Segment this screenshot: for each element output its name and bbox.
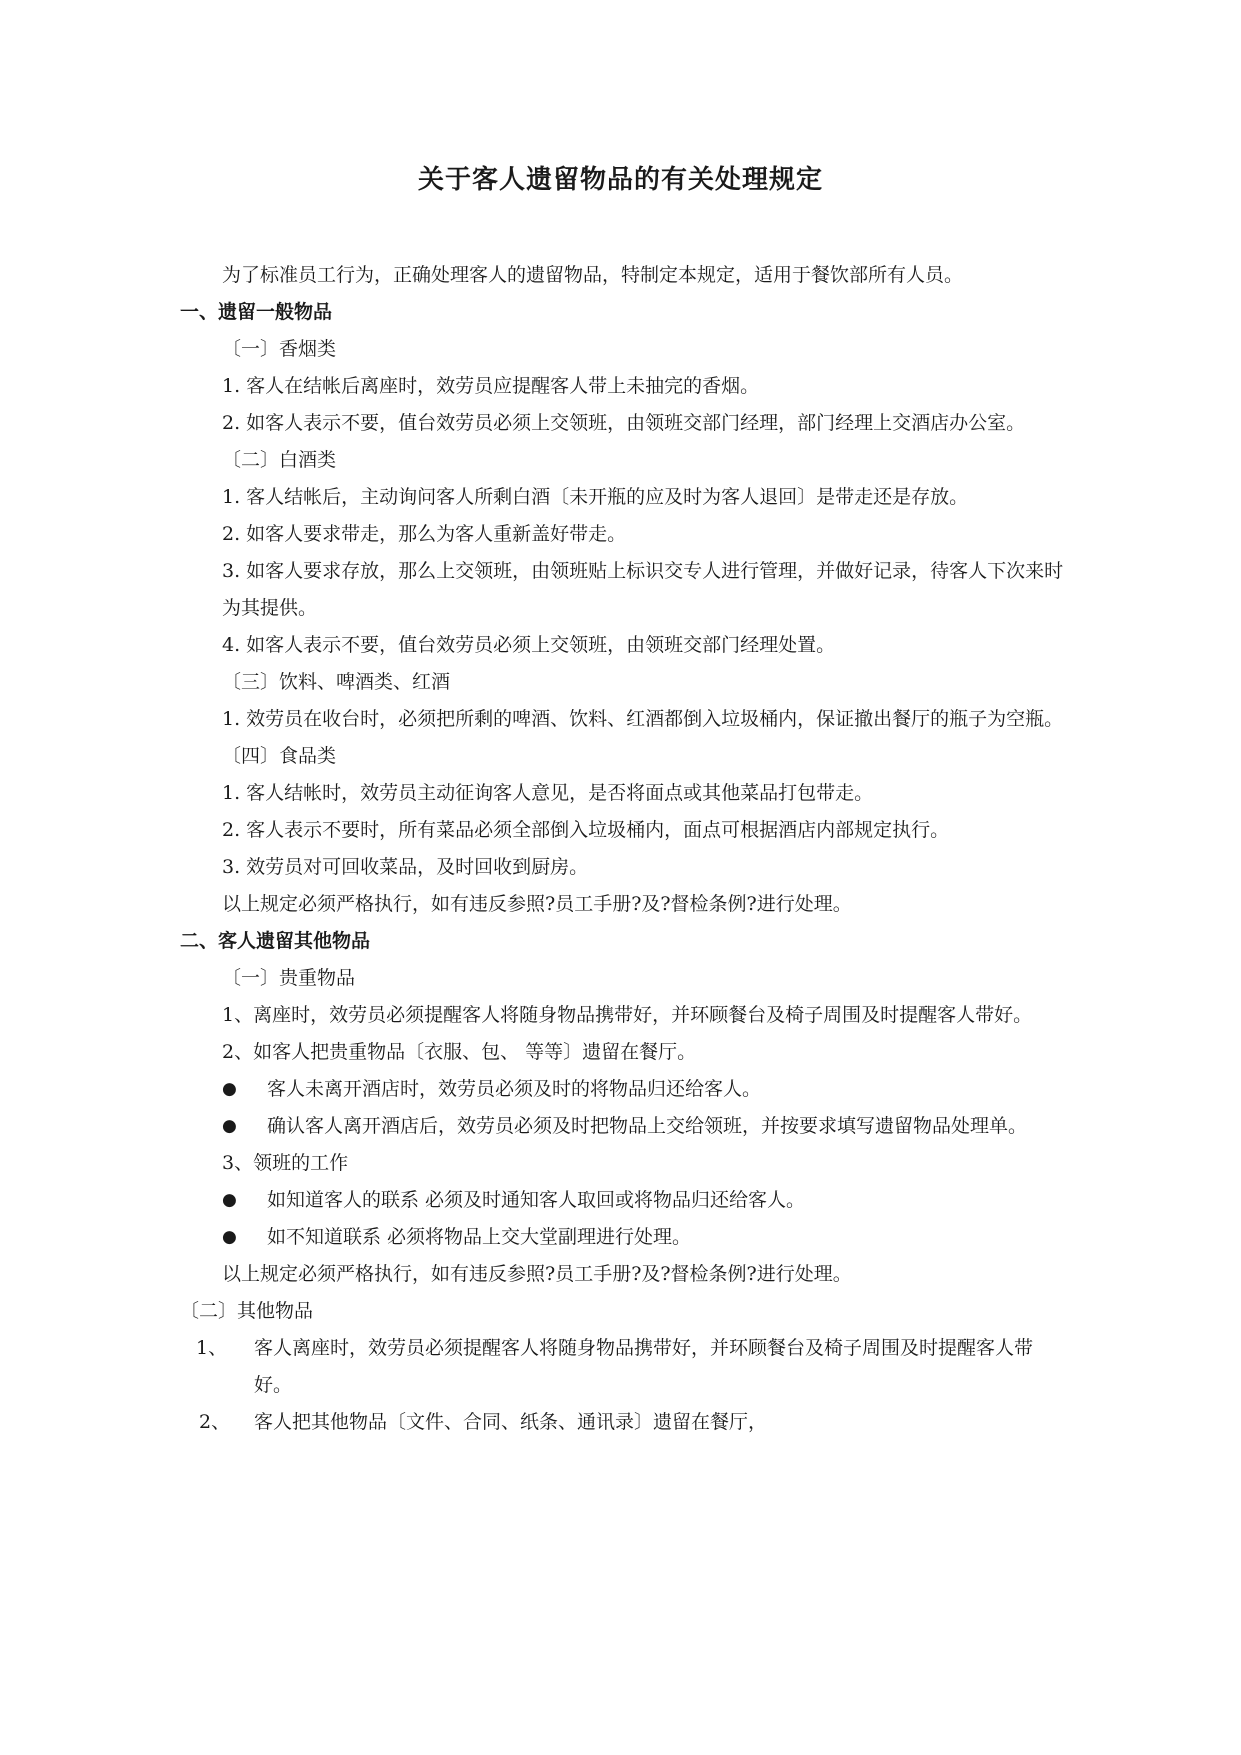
list-item: 4. 如客人表示不要，值台效劳员必须上交领班，由领班交部门经理处置。	[222, 634, 836, 656]
subsection-title: 〔三〕饮料、啤酒类、红酒	[222, 671, 451, 693]
document-title: 关于客人遗留物品的有关处理规定	[417, 165, 823, 195]
intro-paragraph: 为了标准员工行为，正确处理客人的遗留物品，特制定本规定，适用于餐饮部所有人员。	[222, 264, 964, 286]
bullet-item	[180, 1182, 1070, 1219]
subsection-title: 〔一〕贵重物品	[222, 967, 356, 989]
bullet-text: 客人未离开酒店时，效劳员必须及时的将物品归还给客人。	[267, 1078, 762, 1100]
section-heading-1: 一、遗留一般物品	[180, 301, 333, 323]
bullet-item	[180, 1108, 1070, 1145]
subsection-title: 〔四〕食品类	[222, 745, 337, 767]
numbered-item	[180, 1404, 1070, 1441]
bullet-text: 如不知道联系 必须将物品上交大堂副理进行处理。	[267, 1226, 692, 1248]
item-text: 客人把其他物品〔文件、合同、纸条、通讯录〕遗留在餐厅，	[254, 1411, 768, 1433]
bullet-icon: ●	[222, 1227, 237, 1247]
bullet-icon: ●	[222, 1190, 237, 1210]
numbered-item	[180, 1330, 1070, 1404]
item-number: 1、	[196, 1337, 228, 1359]
list-item: 2、如客人把贵重物品〔衣服、包、 等等〕遗留在餐厅。	[222, 1041, 697, 1063]
subsection-title: 〔一〕香烟类	[222, 338, 337, 360]
rule-note: 以上规定必须严格执行，如有违反参照?员工手册?及?督检条例?进行处理。	[222, 1263, 852, 1285]
list-item: 1. 客人结帐时，效劳员主动征询客人意见，是否将面点或其他菜品打包带走。	[222, 782, 874, 804]
list-item: 3. 效劳员对可回收菜品，及时回收到厨房。	[222, 856, 589, 878]
list-item: 1. 效劳员在收台时，必须把所剩的啤酒、饮料、红酒都倒入垃圾桶内，保证撤出餐厅的瓶子为空瓶。	[222, 708, 1064, 730]
subsection-title: 〔二〕白酒类	[222, 449, 337, 471]
bullet-text: 如知道客人的联系 必须及时通知客人取回或将物品归还给客人。	[267, 1189, 806, 1211]
list-item: 1. 客人在结帐后离座时，效劳员应提醒客人带上未抽完的香烟。	[222, 375, 760, 397]
list-item: 2. 如客人表示不要，值台效劳员必须上交领班，由领班交部门经理，部门经理上交酒店办公室。	[222, 412, 1026, 434]
rule-note: 以上规定必须严格执行，如有违反参照?员工手册?及?督检条例?进行处理。	[222, 893, 852, 915]
list-item: 3. 如客人要求存放，那么上交领班，由领班贴上标识交专人进行管理，并做好记录，待客人下次来时为其提供。	[222, 560, 1064, 619]
bullet-item	[180, 1071, 1070, 1108]
list-item: 1. 客人结帐后，主动询问客人所剩白酒〔未开瓶的应及时为客人退回〕是带走还是存放。	[222, 486, 969, 508]
subsection-title: 〔二〕其他物品	[180, 1300, 314, 1322]
section-heading-2: 二、客人遗留其他物品	[180, 930, 371, 952]
list-item: 2. 如客人要求带走，那么为客人重新盖好带走。	[222, 523, 627, 545]
item-number: 2、	[199, 1411, 231, 1433]
bullet-icon: ●	[222, 1116, 237, 1136]
bullet-item	[180, 1219, 1070, 1256]
list-item: 2. 客人表示不要时，所有菜品必须全部倒入垃圾桶内，面点可根据酒店内部规定执行。	[222, 819, 950, 841]
bullet-icon: ●	[222, 1079, 237, 1099]
item-text: 客人离座时，效劳员必须提醒客人将随身物品携带好，并环顾餐台及椅子周围及时提醒客人带好。	[254, 1337, 1034, 1396]
list-item: 3、领班的工作	[222, 1152, 349, 1174]
list-item: 1、离座时，效劳员必须提醒客人将随身物品携带好，并环顾餐台及椅子周围及时提醒客人带好。	[222, 1004, 1033, 1026]
document-body	[180, 257, 1070, 1441]
bullet-text: 确认客人离开酒店后，效劳员必须及时把物品上交给领班，并按要求填写遗留物品处理单。	[267, 1115, 1028, 1137]
